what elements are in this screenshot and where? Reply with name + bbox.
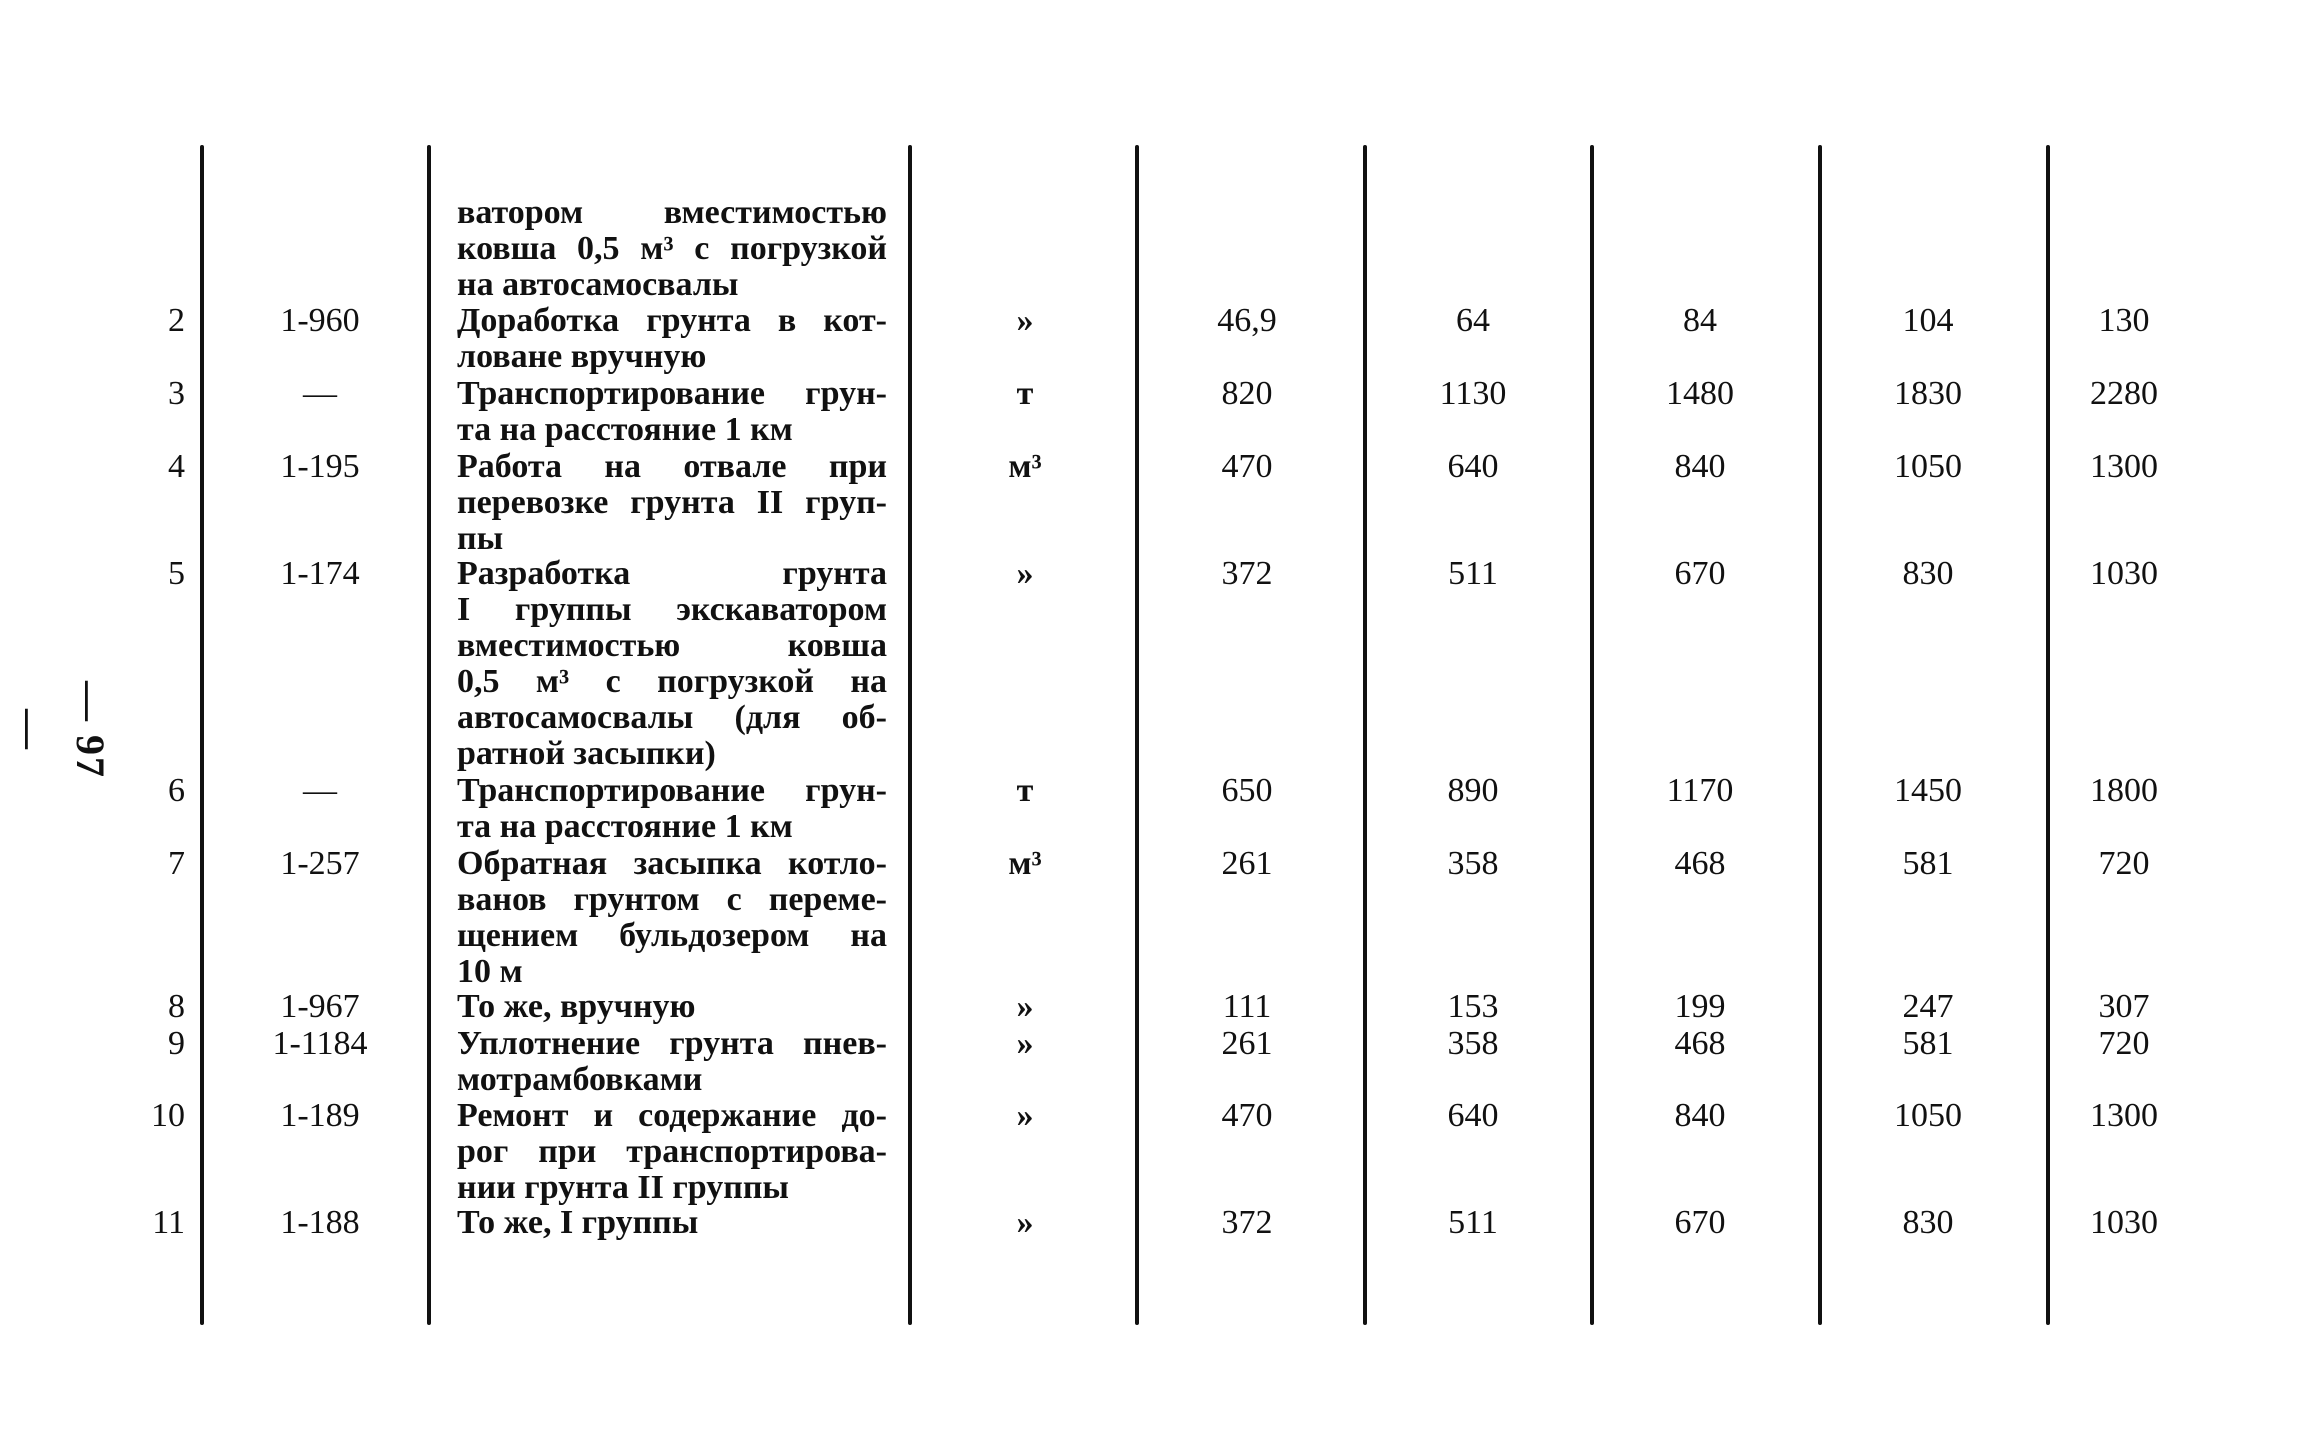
unit-of-measure: » (1016, 988, 1034, 1025)
description-line: 0,5 м³ с погрузкой на (457, 663, 887, 700)
description-line: ватором вместимостью (457, 194, 887, 231)
value-cell: 358 (1447, 845, 1499, 882)
description-line: та на расстояние 1 км (457, 411, 793, 448)
work-description (457, 556, 887, 772)
value-cell: 1480 (1666, 375, 1734, 412)
value-cell: 358 (1447, 1025, 1499, 1062)
value-cell: 46,9 (1217, 302, 1277, 339)
page-number: — 97 — (8, 681, 113, 779)
row-number: 8 (168, 988, 185, 1025)
value-cell: 1830 (1894, 375, 1962, 412)
description-line: То же, вручную (457, 988, 696, 1025)
work-description (457, 846, 887, 990)
norm-code: 1-174 (280, 555, 360, 592)
work-description (457, 449, 887, 557)
value-cell: 1300 (2090, 1097, 2158, 1134)
row-number: 10 (151, 1097, 185, 1134)
value-cell: 511 (1448, 1204, 1498, 1241)
work-description (457, 376, 887, 448)
column-rule (1590, 145, 1594, 1325)
description-line: автосамосвалы (для об- (457, 699, 887, 736)
value-cell: 720 (2098, 845, 2150, 882)
value-cell: 199 (1674, 988, 1726, 1025)
work-description (457, 1098, 887, 1206)
value-cell: 64 (1456, 302, 1490, 339)
norm-code: 1-967 (280, 988, 360, 1025)
column-rule (908, 145, 912, 1325)
description-line: вместимостью ковша (457, 627, 887, 664)
unit-of-measure: т (1016, 375, 1034, 412)
value-cell: 1030 (2090, 555, 2158, 592)
work-description (457, 773, 887, 845)
value-cell: 720 (2098, 1025, 2150, 1062)
row-number: 6 (168, 772, 185, 809)
value-cell: 1050 (1894, 448, 1962, 485)
value-cell: 840 (1674, 1097, 1726, 1134)
value-cell: 470 (1221, 448, 1273, 485)
value-cell: 1030 (2090, 1204, 2158, 1241)
description-line: ратной засыпки) (457, 735, 716, 772)
value-cell: 372 (1221, 1204, 1273, 1241)
description-line: та на расстояние 1 км (457, 808, 793, 845)
value-cell: 84 (1683, 302, 1717, 339)
value-cell: 2280 (2090, 375, 2158, 412)
norm-code: — (303, 375, 337, 412)
value-cell: 372 (1221, 555, 1273, 592)
description-line: Обратная засыпка котло- (457, 845, 887, 882)
value-cell: 1450 (1894, 772, 1962, 809)
row-number: 7 (168, 845, 185, 882)
unit-of-measure: т (1016, 772, 1034, 809)
value-cell: 1130 (1439, 375, 1507, 412)
description-line: мотрамбовками (457, 1061, 703, 1098)
description-line: пы (457, 520, 504, 557)
value-cell: 830 (1902, 555, 1954, 592)
description-line: Транспортирование грун- (457, 375, 887, 412)
description-line: ванов грунтом с переме- (457, 881, 887, 918)
value-cell: 153 (1447, 988, 1499, 1025)
value-cell: 468 (1674, 1025, 1726, 1062)
column-rule (1135, 145, 1139, 1325)
work-description (457, 989, 887, 1025)
value-cell: 307 (2098, 988, 2150, 1025)
description-line: Ремонт и содержание до- (457, 1097, 887, 1134)
value-cell: 111 (1222, 988, 1272, 1025)
norm-code: 1-1184 (272, 1025, 368, 1062)
row-number: 2 (168, 302, 185, 339)
description-line: нии грунта II группы (457, 1169, 789, 1206)
work-description (457, 1026, 887, 1098)
value-cell: 670 (1674, 555, 1726, 592)
norm-code: 1-195 (280, 448, 360, 485)
unit-of-measure: м³ (1008, 448, 1042, 485)
value-cell: 1800 (2090, 772, 2158, 809)
value-cell: 511 (1448, 555, 1498, 592)
description-line: То же, I группы (457, 1204, 699, 1241)
row-number: 3 (168, 375, 185, 412)
unit-of-measure: » (1016, 1097, 1034, 1134)
value-cell: 640 (1447, 1097, 1499, 1134)
work-description (457, 1205, 887, 1241)
unit-of-measure: » (1016, 1204, 1034, 1241)
norm-code: — (303, 772, 337, 809)
value-cell: 104 (1902, 302, 1954, 339)
value-cell: 820 (1221, 375, 1273, 412)
column-rule (200, 145, 204, 1325)
description-line: 10 м (457, 953, 523, 990)
row-number: 4 (168, 448, 185, 485)
value-cell: 261 (1221, 1025, 1273, 1062)
unit-of-measure: » (1016, 555, 1034, 592)
description-line: ковша 0,5 м³ с погрузкой (457, 230, 887, 267)
description-line: Разработка грунта (457, 555, 887, 592)
value-cell: 670 (1674, 1204, 1726, 1241)
value-cell: 581 (1902, 845, 1954, 882)
value-cell: 890 (1447, 772, 1499, 809)
description-line: I группы экскаватором (457, 591, 887, 628)
row-number: 9 (168, 1025, 185, 1062)
value-cell: 1300 (2090, 448, 2158, 485)
value-cell: 640 (1447, 448, 1499, 485)
norm-code: 1-188 (280, 1204, 360, 1241)
description-line: ловане вручную (457, 338, 707, 375)
value-cell: 1050 (1894, 1097, 1962, 1134)
value-cell: 130 (2098, 302, 2150, 339)
value-cell: 468 (1674, 845, 1726, 882)
row-number: 5 (168, 555, 185, 592)
column-rule (1363, 145, 1367, 1325)
value-cell: 830 (1902, 1204, 1954, 1241)
value-cell: 840 (1674, 448, 1726, 485)
description-line: Доработка грунта в кот- (457, 302, 887, 339)
description-line: рог при транспортирова- (457, 1133, 887, 1170)
norm-code: 1-189 (280, 1097, 360, 1134)
description-line: перевозке грунта II груп- (457, 484, 887, 521)
value-cell: 470 (1221, 1097, 1273, 1134)
unit-of-measure: м³ (1008, 845, 1042, 882)
description-line: Работа на отвале при (457, 448, 887, 485)
work-description (457, 303, 887, 375)
norm-code: 1-960 (280, 302, 360, 339)
work-description (457, 195, 887, 303)
column-rule (2046, 145, 2050, 1325)
unit-of-measure: » (1016, 302, 1034, 339)
value-cell: 247 (1902, 988, 1954, 1025)
description-line: Транспортирование грун- (457, 772, 887, 809)
description-line: Уплотнение грунта пнев- (457, 1025, 887, 1062)
value-cell: 581 (1902, 1025, 1954, 1062)
column-rule (1818, 145, 1822, 1325)
value-cell: 650 (1221, 772, 1273, 809)
value-cell: 1170 (1666, 772, 1734, 809)
norm-code: 1-257 (280, 845, 360, 882)
unit-of-measure: » (1016, 1025, 1034, 1062)
row-number: 11 (152, 1204, 185, 1241)
description-line: щением бульдозером на (457, 917, 887, 954)
value-cell: 261 (1221, 845, 1273, 882)
column-rule (427, 145, 431, 1325)
description-line: на автосамосвалы (457, 266, 739, 303)
